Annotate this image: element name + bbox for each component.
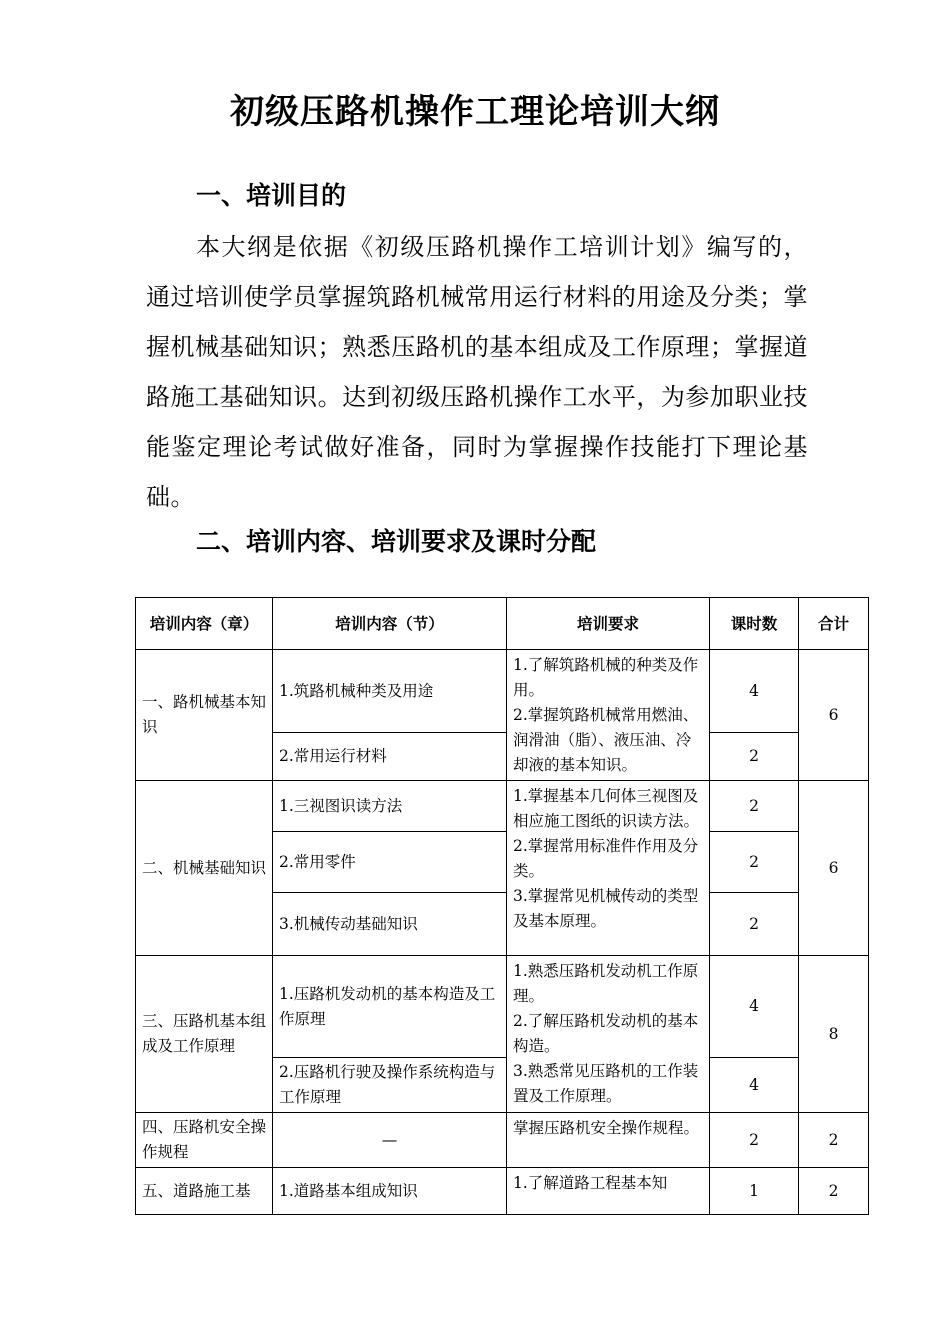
section-cell: 1.道路基本组成知识 bbox=[273, 1168, 507, 1215]
table-row bbox=[136, 1113, 869, 1168]
header-chapter: 培训内容（章） bbox=[136, 598, 273, 650]
chapter-cell: 四、压路机安全操作规程 bbox=[136, 1113, 273, 1168]
section-cell: 1.压路机发动机的基本构造及工作原理 bbox=[273, 956, 507, 1058]
total-cell: 2 bbox=[799, 1168, 869, 1215]
hours-cell: 1 bbox=[710, 1168, 799, 1215]
hours-cell: 2 bbox=[710, 781, 799, 832]
requirement-text: 1.熟悉压路机发动机工作原理。 2.了解压路机发动机的基本构造。 3.熟悉常见压路机的工作装置及工作原理。 bbox=[513, 962, 699, 1105]
total-cell: 6 bbox=[799, 650, 869, 781]
section-cell: 2.压路机行驶及操作系统构造与工作原理 bbox=[273, 1058, 507, 1113]
table-header-row bbox=[136, 598, 869, 650]
chapter-cell: 五、道路施工基 bbox=[136, 1168, 273, 1215]
table-row bbox=[136, 956, 869, 1058]
hours-cell: 2 bbox=[710, 832, 799, 893]
requirement-cell bbox=[507, 650, 710, 781]
hours-cell: 2 bbox=[710, 733, 799, 781]
chapter-cell: 三、压路机基本组成及工作原理 bbox=[136, 956, 273, 1113]
total-cell: 8 bbox=[799, 956, 869, 1113]
section-cell: 3.机械传动基础知识 bbox=[273, 893, 507, 956]
chapter-cell: 二、机械基础知识 bbox=[136, 781, 273, 956]
table-row bbox=[136, 1168, 869, 1215]
total-cell: 6 bbox=[799, 781, 869, 956]
requirement-cell bbox=[507, 956, 710, 1113]
section-cell: 1.三视图识读方法 bbox=[273, 781, 507, 832]
header-hours: 课时数 bbox=[710, 598, 799, 650]
syllabus-table bbox=[135, 597, 869, 1215]
hours-cell: 4 bbox=[710, 1058, 799, 1113]
hours-cell: 2 bbox=[710, 1113, 799, 1168]
section-cell: 2.常用零件 bbox=[273, 832, 507, 893]
hours-cell: 4 bbox=[710, 650, 799, 733]
section-cell: — bbox=[273, 1113, 507, 1168]
section-cell: 1.筑路机械种类及用途 bbox=[273, 650, 507, 733]
purpose-paragraph: 本大纲是依据《初级压路机操作工培训计划》编写的，通过培训使学员掌握筑路机械常用运行材料的用途及分类；掌握机械基础知识；熟悉压路机的基本组成及工作原理；掌握道路施工基础知识。达到初级压路机操作工水平，为参加职业技能鉴定理论考试做好准备，同时为掌握操作技能打下理论基础。 bbox=[146, 233, 808, 511]
requirement-text: 1.掌握基本几何体三视图及相应施工图纸的识读方法。 2.掌握常用标准件作用及分类。 3.掌握常见机械传动的类型及基本原理。 bbox=[513, 787, 700, 930]
requirement-text: 1.了解筑路机械的种类及作用。 2.掌握筑路机械常用燃油、润滑油（脂）、液压油、冷却液的基本知识。 bbox=[513, 656, 699, 774]
header-total: 合计 bbox=[799, 598, 869, 650]
total-cell: 2 bbox=[799, 1113, 869, 1168]
section-heading-purpose: 一、培训目的 bbox=[196, 181, 347, 210]
header-requirement: 培训要求 bbox=[507, 598, 710, 650]
hours-cell: 2 bbox=[710, 893, 799, 956]
table-row bbox=[136, 781, 869, 832]
requirement-cell bbox=[507, 781, 710, 956]
requirement-cell: 1.了解道路工程基本知 bbox=[507, 1168, 710, 1215]
requirement-cell: 掌握压路机安全操作规程。 bbox=[507, 1113, 710, 1168]
hours-cell: 4 bbox=[710, 956, 799, 1058]
section-cell: 2.常用运行材料 bbox=[273, 733, 507, 781]
document-title: 初级压路机操作工理论培训大纲 bbox=[230, 92, 720, 132]
section-heading-content: 二、培训内容、培训要求及课时分配 bbox=[196, 527, 597, 556]
header-section: 培训内容（节） bbox=[273, 598, 507, 650]
table-row bbox=[136, 650, 869, 733]
chapter-cell: 一、路机械基本知识 bbox=[136, 650, 273, 781]
